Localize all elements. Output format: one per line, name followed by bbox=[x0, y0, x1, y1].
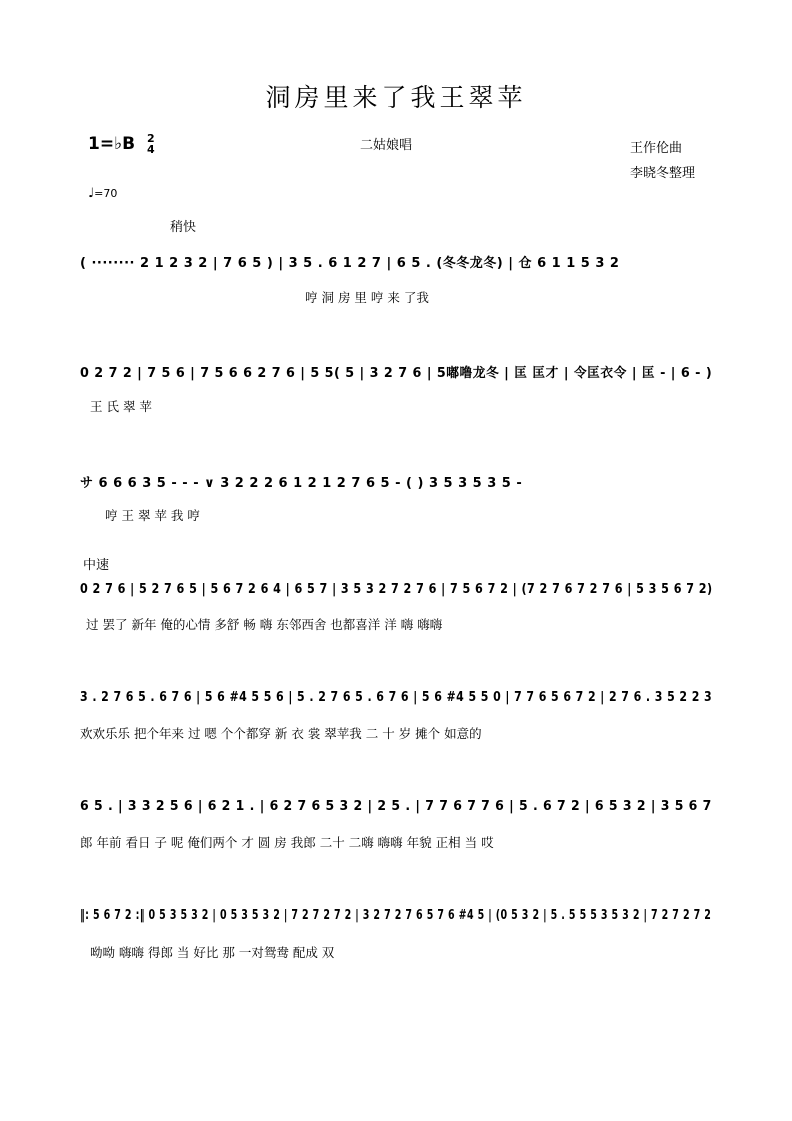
time-signature bbox=[147, 133, 155, 155]
composer-label: 王作伦曲 bbox=[630, 141, 683, 156]
singer-label: 二姑娘唱 bbox=[360, 138, 413, 153]
expression-mark: 稍快 bbox=[170, 220, 197, 235]
notation-line: ‖: 5 6 7 2 :‖ 0 5 3 5 3 2 | 0 5 3 5 3 2 | 7 2 7 2 7 2 | 3 2 7 2 7 6 5 7 6 #4 5 | (0 5 3 2 | 5 . 5 5 5 3 5 3 2 | 7 2 7 2 7 2 bbox=[80, 908, 712, 923]
lyrics-line: 哼 洞 房 里 哼 来 了我 bbox=[305, 290, 429, 305]
arranger-label: 李晓冬整理 bbox=[630, 166, 696, 181]
key-signature bbox=[88, 133, 155, 155]
lyrics-line: 欢欢乐乐 把个年来 过 嗯 个个都穿 新 衣 裳 翠苹我 二 十 岁 摊个 如意的 bbox=[80, 726, 482, 741]
lyrics-line: 哼 王 翠 苹 我 哼 bbox=[105, 508, 200, 523]
lyrics-line: 王 氏 翠 苹 bbox=[90, 399, 152, 414]
lyrics-line: 呦呦 嗨嗨 得郎 当 好比 那 一对鸳鸯 配成 双 bbox=[90, 945, 335, 960]
notation-line: 0 2 7 6 | 5 2 7 6 5 | 5 6 7 2 6 4 | 6 5 7 | 3 5 3 2 7 2 7 6 | 7 5 6 7 2 | (7 2 7 6 7 2 7 6 | 5 3 5 6 7 2) bbox=[80, 582, 713, 597]
expression-mark: 中速 bbox=[83, 558, 110, 573]
time-top: 2 bbox=[146, 132, 155, 145]
lyrics-line: 郎 年前 看日 子 呢 俺们两个 才 圆 房 我郎 二十 二嗨 嗨嗨 年貌 正相 当 哎 bbox=[80, 835, 494, 850]
page-title: 洞房里来了我王翠苹 bbox=[265, 83, 527, 112]
tempo-value: =70 bbox=[94, 187, 118, 200]
quarter-note-icon: ♩ bbox=[88, 186, 95, 201]
notation-line: ( ········ 2 1 2 3 2 | 7 6 5 ) | 3 5 . 6 1 2 7 | 6 5 . (冬冬龙冬) | 仓 6 1 1 5 3 2 bbox=[80, 256, 620, 271]
lyrics-line: 过 罢了 新年 俺的心情 多舒 畅 嗨 东邻西舍 也都喜洋 洋 嗨 嗨嗨 bbox=[86, 617, 443, 632]
notation-line: サ 6 6 6 3 5 - - - ∨ 3 2 2 2 6 1 2 1 2 7 6 5 - ( ) 3 5 3 5 3 5 - bbox=[80, 476, 523, 491]
key-label: 1=♭B bbox=[88, 134, 136, 154]
tempo-marking bbox=[88, 186, 117, 201]
time-bottom: 4 bbox=[146, 143, 155, 156]
notation-line: 6 5 . | 3 3 2 5 6 | 6 2 1 . | 6 2 7 6 5 3 2 | 2 5 . | 7 7 6 7 7 6 | 5 . 6 7 2 | 6 5 3 2 | 3 5 6 7 bbox=[80, 799, 712, 814]
notation-line: 3 . 2 7 6 5 . 6 7 6 | 5 6 #4 5 5 6 | 5 . 2 7 6 5 . 6 7 6 | 5 6 #4 5 5 0 | 7 7 6 5 6 7 2 | 2 7 6 . 3 5 2 2 3 bbox=[80, 690, 713, 705]
notation-line: 0 2 7 2 | 7 5 6 | 7 5 6 6 2 7 6 | 5 5( 5 | 3 2 7 6 | 5嘟噜龙冬 | 匡 匡才 | 令匡衣令 | 匡 - | 6 - ) bbox=[80, 366, 713, 381]
